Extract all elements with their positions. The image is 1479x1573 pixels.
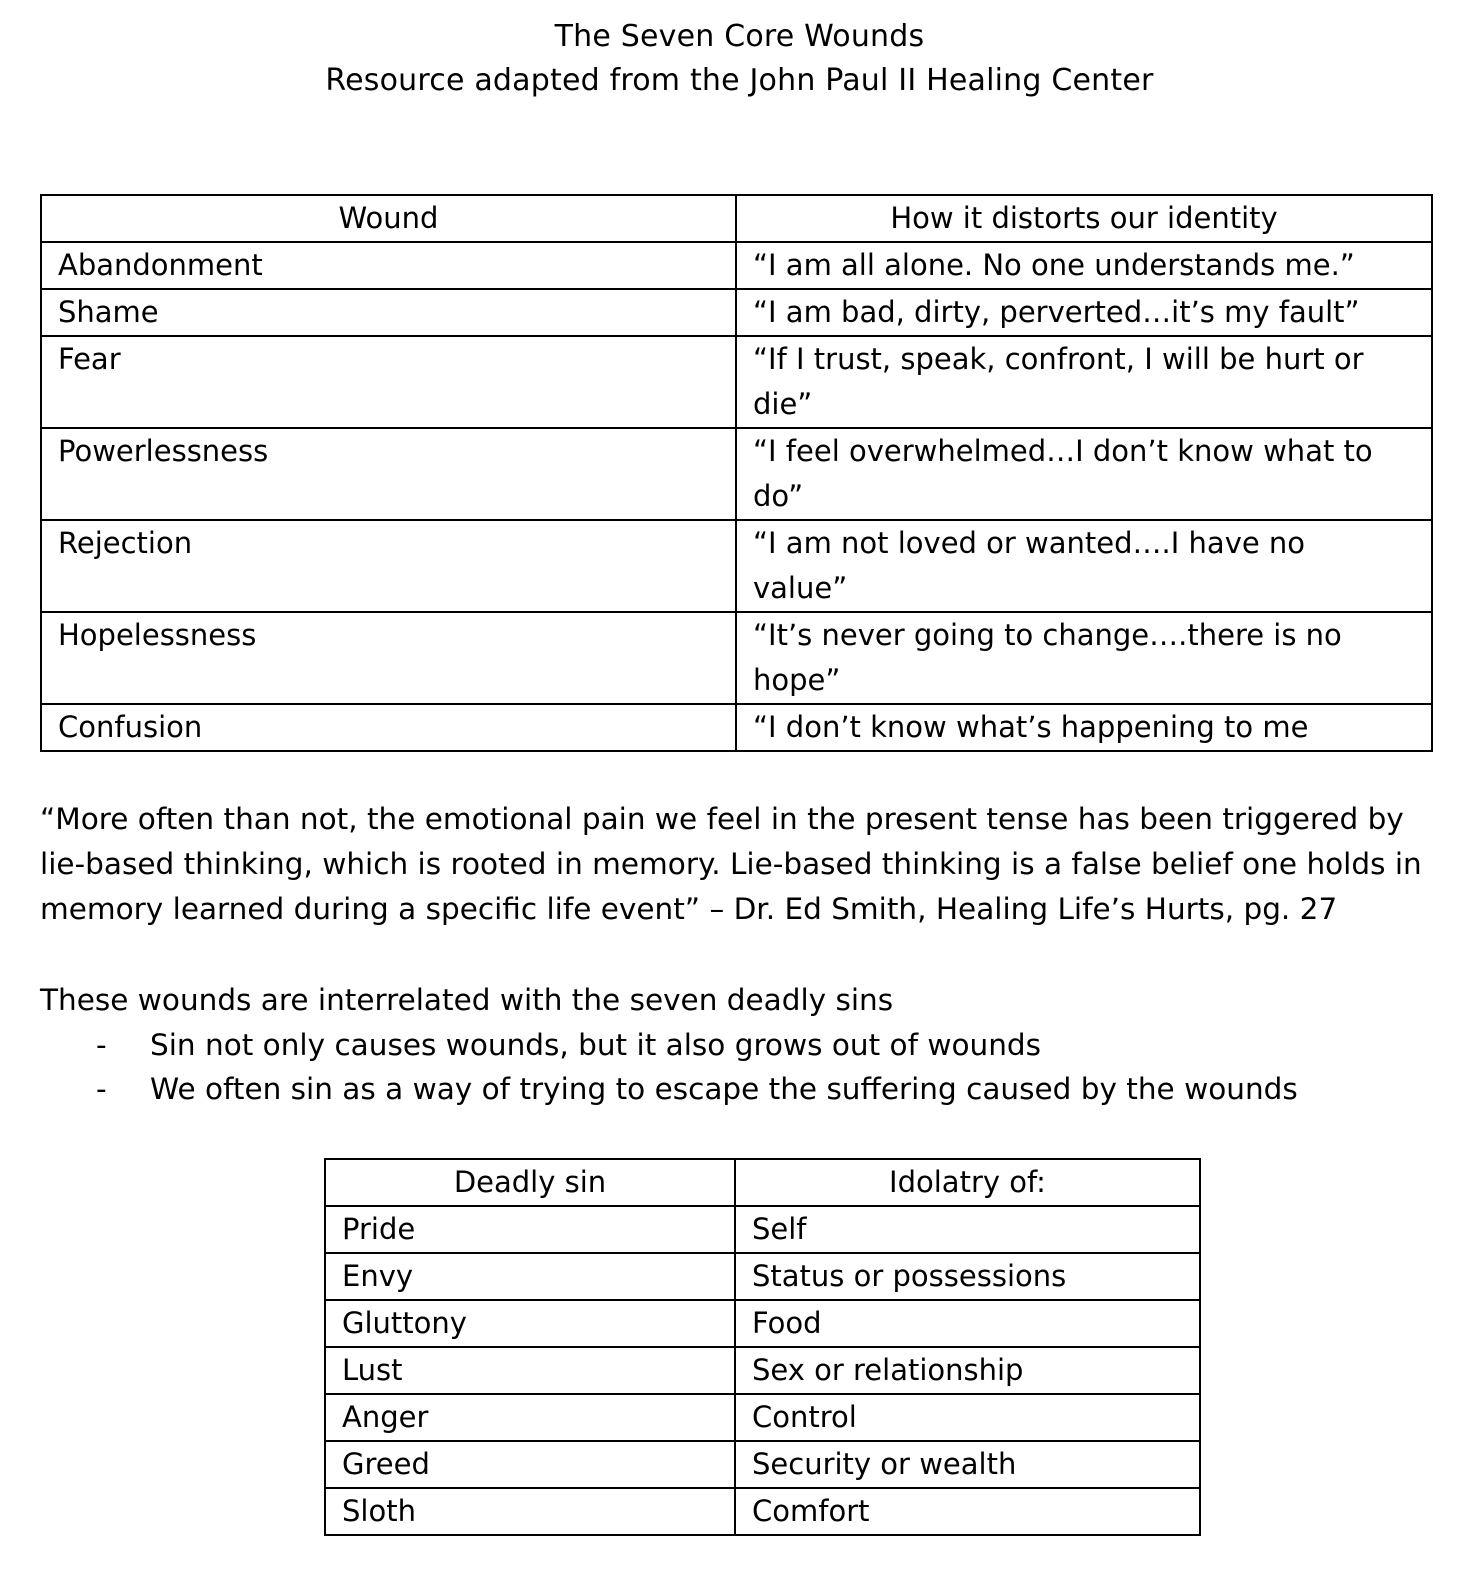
bullet-text: We often sin as a way of trying to escape the suffering caused by the wounds bbox=[150, 1072, 1298, 1106]
distortion-cell: “I am bad, dirty, perverted…it’s my fault” bbox=[736, 289, 1432, 336]
column-header-distortion: How it distorts our identity bbox=[736, 195, 1432, 242]
idol-cell: Status or possessions bbox=[735, 1253, 1200, 1300]
quote-paragraph: “More often than not, the emotional pain we feel in the present tense has been triggered by lie-based thinking, which is rooted in memory. Lie-based thinking is a false belief one holds in memory learned during a specific life event” – Dr. Ed Smith, Healing Life’s Hurts, pg. 27 bbox=[40, 802, 1422, 926]
table-row bbox=[325, 1253, 1200, 1300]
table-row bbox=[41, 704, 1432, 751]
table-row bbox=[325, 1488, 1200, 1535]
table-header-row bbox=[325, 1159, 1200, 1206]
sin-cell: Envy bbox=[325, 1253, 735, 1300]
idol-cell: Food bbox=[735, 1300, 1200, 1347]
distortion-cell: “If I trust, speak, confront, I will be hurt or die” bbox=[736, 336, 1432, 428]
table-row bbox=[325, 1441, 1200, 1488]
bullet-text: Sin not only causes wounds, but it also grows out of wounds bbox=[150, 1028, 1042, 1062]
idol-cell: Security or wealth bbox=[735, 1441, 1200, 1488]
sin-cell: Pride bbox=[325, 1206, 735, 1253]
distortion-cell: “I feel overwhelmed…I don’t know what to do” bbox=[736, 428, 1432, 520]
idol-cell: Self bbox=[735, 1206, 1200, 1253]
distortion-cell: “It’s never going to change….there is no hope” bbox=[736, 612, 1432, 704]
sin-cell: Greed bbox=[325, 1441, 735, 1488]
sin-cell: Gluttony bbox=[325, 1300, 735, 1347]
page-title: The Seven Core Wounds bbox=[554, 19, 925, 54]
page-subtitle: Resource adapted from the John Paul II Healing Center bbox=[325, 63, 1154, 98]
idol-cell: Control bbox=[735, 1394, 1200, 1441]
table-row bbox=[41, 242, 1432, 289]
distortion-cell: “I am not loved or wanted….I have no value” bbox=[736, 520, 1432, 612]
wound-cell: Shame bbox=[41, 289, 736, 336]
bullet-marker: - bbox=[96, 1072, 107, 1106]
wound-cell: Confusion bbox=[41, 704, 736, 751]
table-row bbox=[41, 520, 1432, 612]
idol-cell: Comfort bbox=[735, 1488, 1200, 1535]
table-row bbox=[325, 1300, 1200, 1347]
sins-intro-text: These wounds are interrelated with the seven deadly sins bbox=[40, 983, 894, 1017]
wound-cell: Powerlessness bbox=[41, 428, 736, 520]
sins-table bbox=[324, 1158, 1201, 1536]
column-header-wound: Wound bbox=[41, 195, 736, 242]
table-row bbox=[41, 336, 1432, 428]
bullet-marker: - bbox=[96, 1028, 107, 1062]
table-row bbox=[325, 1394, 1200, 1441]
table-row bbox=[41, 428, 1432, 520]
distortion-cell: “I don’t know what’s happening to me bbox=[736, 704, 1432, 751]
column-header-sin: Deadly sin bbox=[325, 1159, 735, 1206]
sin-cell: Lust bbox=[325, 1347, 735, 1394]
wound-cell: Fear bbox=[41, 336, 736, 428]
idol-cell: Sex or relationship bbox=[735, 1347, 1200, 1394]
column-header-idolatry: Idolatry of: bbox=[735, 1159, 1200, 1206]
table-row bbox=[41, 612, 1432, 704]
wound-cell: Abandonment bbox=[41, 242, 736, 289]
sin-cell: Anger bbox=[325, 1394, 735, 1441]
table-header-row bbox=[41, 195, 1432, 242]
table-row bbox=[41, 289, 1432, 336]
wound-cell: Hopelessness bbox=[41, 612, 736, 704]
distortion-cell: “I am all alone. No one understands me.” bbox=[736, 242, 1432, 289]
table-row bbox=[325, 1206, 1200, 1253]
sin-cell: Sloth bbox=[325, 1488, 735, 1535]
table-row bbox=[325, 1347, 1200, 1394]
wound-cell: Rejection bbox=[41, 520, 736, 612]
wounds-table bbox=[40, 194, 1433, 752]
